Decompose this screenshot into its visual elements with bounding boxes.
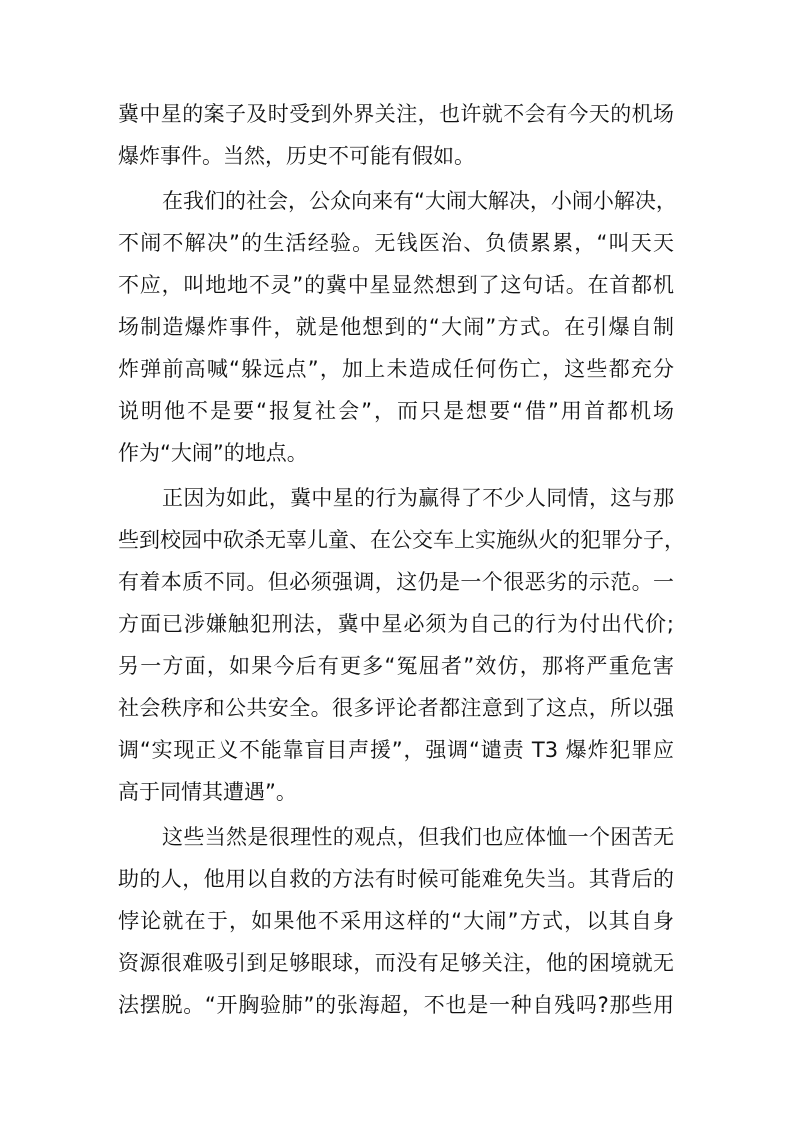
text-line: 高于同情其遭遇”。 bbox=[118, 780, 297, 804]
text-line: 资源很难吸引到足够眼球，而没有足够关注，他的困境就无 bbox=[118, 951, 674, 975]
text-line: 炸弹前高喊“躲远点”，加上未造成任何伤亡，这些都充分 bbox=[118, 357, 674, 381]
text-line: 不应，叫地地不灵”的冀中星显然想到了这句话。在首都机 bbox=[118, 273, 674, 297]
text-line: 爆炸事件。当然，历史不可能有假如。 bbox=[118, 144, 475, 168]
text-line: 有着本质不同。但必须强调，这仍是一个很恶劣的示范。一 bbox=[118, 570, 674, 594]
text-line: 些到校园中砍杀无辜儿童、在公交车上实施纵火的犯罪分子， bbox=[118, 528, 685, 552]
text-line: 方面已涉嫌触犯刑法，冀中星必须为自己的行为付出代价; bbox=[118, 612, 674, 636]
paragraph-first-line: 正因为如此，冀中星的行为赢得了不少人同情，这与那 bbox=[162, 486, 674, 510]
text-line: 场制造爆炸事件，就是他想到的“大闹”方式。在引爆自制 bbox=[118, 315, 674, 339]
text-line: 悖论就在于，如果他不采用这样的“大闹”方式，以其自身 bbox=[118, 909, 674, 933]
paragraph-first-line: 在我们的社会，公众向来有“大闹大解决，小闹小解决， bbox=[162, 189, 677, 213]
text-line: 社会秩序和公共安全。很多评论者都注意到了这点，所以强 bbox=[118, 696, 674, 720]
text-line: 调“实现正义不能靠盲目声援”，强调“谴责 T3 爆炸犯罪应 bbox=[118, 738, 674, 762]
text-line: 说明他不是要“报复社会”，而只是想要“借”用首都机场 bbox=[118, 399, 674, 423]
text-line: 法摆脱。“开胸验肺”的张海超，不也是一种自残吗?那些用 bbox=[118, 993, 674, 1017]
text-line: 另一方面，如果今后有更多“冤屈者”效仿，那将严重危害 bbox=[118, 654, 674, 678]
text-line: 作为“大闹”的地点。 bbox=[118, 441, 308, 465]
text-line: 助的人，他用以自救的方法有时候可能难免失当。其背后的 bbox=[118, 867, 674, 891]
text-line: 冀中星的案子及时受到外界关注，也许就不会有今天的机场 bbox=[118, 102, 674, 126]
text-line: 不闹不解决”的生活经验。无钱医治、负债累累，“叫天天 bbox=[118, 231, 674, 255]
paragraph-first-line: 这些当然是很理性的观点，但我们也应体恤一个困苦无 bbox=[162, 825, 674, 849]
